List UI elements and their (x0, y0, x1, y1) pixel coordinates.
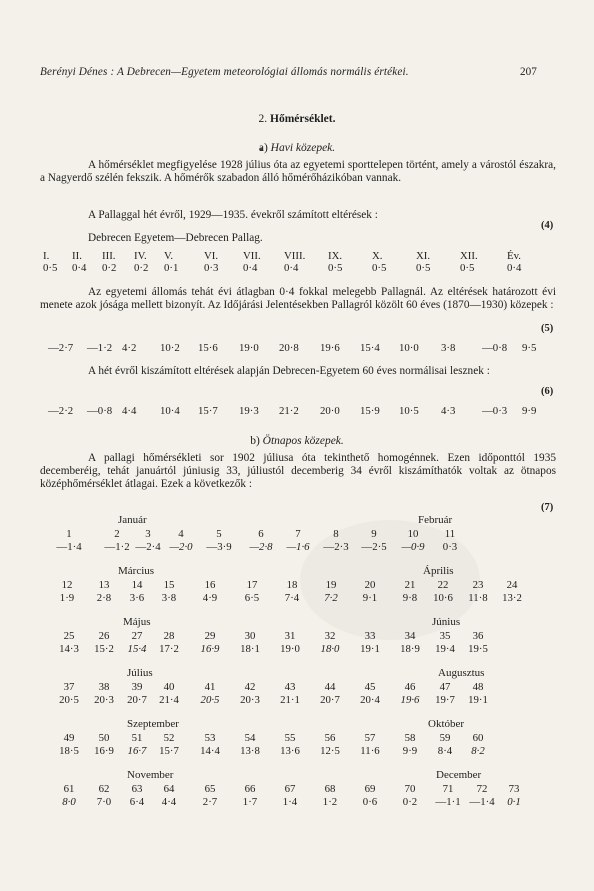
pentad-value: 16·7 (127, 745, 147, 757)
egyetem-normal-cell-7: 21·2 (279, 405, 299, 417)
month-header-cell-12: XII. (460, 250, 478, 262)
difference-cell-7: 0·4 (243, 262, 258, 274)
pentad-number: 43 (284, 681, 296, 693)
pentad-value-row (0, 796, 594, 810)
pentad-number: 12 (61, 579, 73, 591)
difference-cell-4: 0·2 (134, 262, 149, 274)
pentad-value: 1·7 (242, 796, 258, 808)
pentad-number: 67 (284, 783, 296, 795)
pallag-normals-row (0, 342, 594, 356)
pentad-number: 2 (114, 528, 120, 540)
pentad-number: 9 (371, 528, 377, 540)
pentad-number: 62 (98, 783, 110, 795)
pentad-number: 48 (472, 681, 484, 693)
pentad-value: 10·6 (433, 592, 453, 604)
month-header-cell-9: IX. (328, 250, 343, 262)
subsection-a-label: a) (258, 142, 271, 154)
pentad-value-row (0, 592, 594, 606)
difference-cell-10: 0·5 (372, 262, 387, 274)
pentad-value: 8·4 (437, 745, 453, 757)
pentad-number: 64 (163, 783, 175, 795)
pentad-number: 13 (98, 579, 110, 591)
month-name: Augusztus (438, 667, 485, 679)
pentad-value: 9·9 (402, 745, 418, 757)
differences-row (0, 262, 594, 276)
month-name: November (127, 769, 174, 781)
pentad-number: 66 (244, 783, 256, 795)
pentad-value: 19·1 (360, 643, 380, 655)
pallag-normal-cell-13: 9·5 (522, 342, 537, 354)
month-header-cell-6: VI. (204, 250, 219, 262)
pentad-value: 19·6 (400, 694, 420, 706)
egyetem-normal-cell-12: —0·3 (482, 405, 508, 417)
pentad-value: 20·7 (320, 694, 340, 706)
pentad-value: —1·4 (56, 541, 82, 553)
egyetem-normal-cell-6: 19·3 (239, 405, 259, 417)
section-title-text: Hőmérséklet. (270, 113, 336, 125)
pentad-value: —2·3 (323, 541, 349, 553)
pentad-number: 21 (404, 579, 416, 591)
subsection-a-title: Havi közepek. (270, 142, 336, 154)
pentad-number: 8 (333, 528, 339, 540)
pentad-value: 20·4 (360, 694, 380, 706)
pentad-number: 1 (66, 528, 72, 540)
pentad-number: 14 (131, 579, 143, 591)
difference-cell-1: 0·5 (43, 262, 58, 274)
pentad-number: 57 (364, 732, 376, 744)
pentad-value: 20·5 (59, 694, 79, 706)
pentad-number: 19 (325, 579, 337, 591)
pallag-normal-cell-3: 4·2 (122, 342, 137, 354)
egyetem-normal-cell-3: 4·4 (122, 405, 137, 417)
month-name: Január (118, 514, 147, 526)
pentad-value: 0·1 (507, 796, 521, 808)
month-header-cell-11: XI. (416, 250, 431, 262)
pentad-value: —1·2 (104, 541, 130, 553)
month-name: Május (123, 616, 151, 628)
month-name: Október (428, 718, 465, 730)
pentad-value: 20·7 (127, 694, 147, 706)
pentad-value: —2·0 (169, 541, 193, 553)
egyetem-normal-cell-1: —2·2 (48, 405, 74, 417)
pentad-value: 14·3 (59, 643, 79, 655)
pentad-number-row (0, 783, 594, 797)
pentad-number: 3 (145, 528, 151, 540)
pentad-value: 9·8 (402, 592, 418, 604)
pentad-value: 13·8 (240, 745, 260, 757)
equation-number-7: (7) (541, 502, 554, 513)
pentad-value: 19·7 (435, 694, 455, 706)
pentad-value: 17·2 (159, 643, 179, 655)
month-name: Július (127, 667, 153, 679)
pallag-normal-cell-7: 20·8 (279, 342, 299, 354)
pentad-value: 11·8 (468, 592, 488, 604)
pentad-value: 2·8 (96, 592, 112, 604)
month-header-cell-13: Év. (507, 250, 521, 262)
pentad-value: 2·7 (202, 796, 218, 808)
pentad-number-row (0, 732, 594, 746)
pentad-number: 61 (63, 783, 75, 795)
pentad-number: 41 (204, 681, 216, 693)
pentad-value: 4·9 (202, 592, 218, 604)
section-title (0, 113, 594, 125)
difference-cell-5: 0·1 (164, 262, 179, 274)
pentad-number: 25 (63, 630, 75, 642)
pentad-number: 24 (506, 579, 518, 591)
pallag-normal-cell-2: —1·2 (87, 342, 113, 354)
pentad-value: 1·2 (322, 796, 338, 808)
paragraph-3: A hét évről kiszámított eltérések alapján Debrecen-Egyetem 60 éves normálisai lesznek : (88, 365, 490, 377)
pentad-number: 42 (244, 681, 256, 693)
pentad-number: 31 (284, 630, 296, 642)
pallag-normal-cell-1: —2·7 (48, 342, 74, 354)
pentad-number: 50 (98, 732, 110, 744)
pentad-value: —2·4 (135, 541, 161, 553)
subsection-a (0, 142, 594, 154)
pallag-normal-cell-12: —0·8 (482, 342, 508, 354)
pentad-value: —1·6 (286, 541, 310, 553)
pentad-number: 39 (131, 681, 143, 693)
pentad-number: 38 (98, 681, 110, 693)
month-header-cell-3: III. (102, 250, 116, 262)
subsection-b-label: b) (250, 435, 263, 447)
pentad-number: 65 (204, 783, 216, 795)
pentad-value: 8·2 (471, 745, 485, 757)
pentad-number: 60 (472, 732, 484, 744)
month-name: Június (432, 616, 461, 628)
pentad-value: 20·3 (94, 694, 114, 706)
pentad-value: 0·3 (442, 541, 458, 553)
pentad-value: 19·5 (468, 643, 488, 655)
pentad-value: 18·0 (320, 643, 340, 655)
pallag-normal-cell-8: 19·6 (320, 342, 340, 354)
pentad-number: 30 (244, 630, 256, 642)
pallag-normal-cell-11: 3·8 (441, 342, 456, 354)
pentad-number: 22 (437, 579, 449, 591)
pentad-value: 21·1 (280, 694, 300, 706)
pentad-value: 19·0 (280, 643, 300, 655)
pallag-normal-cell-10: 10·0 (399, 342, 419, 354)
pentad-number: 55 (284, 732, 296, 744)
egyetem-normal-cell-9: 15·9 (360, 405, 380, 417)
pentad-number: 7 (295, 528, 301, 540)
pentad-value: 12·5 (320, 745, 340, 757)
pentad-value: 19·1 (468, 694, 488, 706)
pentad-number: 16 (204, 579, 216, 591)
pentad-number: 40 (163, 681, 175, 693)
pentad-number: 69 (364, 783, 376, 795)
pentad-number: 68 (324, 783, 336, 795)
pentad-value: 7·4 (284, 592, 300, 604)
difference-cell-13: 0·4 (507, 262, 522, 274)
pentad-value-row (0, 745, 594, 759)
pentad-value: 7·2 (324, 592, 338, 604)
subsection-b-title: Ötnapos közepek. (262, 435, 344, 447)
paragraph-4: A pallagi hőmérsékleti sor 1902 júliusa óta tekinthető homogénnek. Ezen időponttól 1935 decemberéig, tehát januártól júniusig 33, júliustól decemberig 34 évről kiszámíthatók voltak az ötnapos középhőmérséklet átlagai. Ezek a következők : (40, 452, 556, 490)
pentad-value: —1·4 (469, 796, 495, 808)
month-header-cell-1: I. (43, 250, 50, 262)
pentad-number: 44 (324, 681, 336, 693)
egyetem-normal-cell-13: 9·9 (522, 405, 537, 417)
difference-cell-8: 0·4 (284, 262, 299, 274)
pentad-number: 63 (131, 783, 143, 795)
pentad-value: 13·2 (502, 592, 522, 604)
pentad-number: 27 (131, 630, 143, 642)
pentad-value: 18·9 (400, 643, 420, 655)
pentad-value: —2·5 (361, 541, 387, 553)
month-header-cell-2: II. (72, 250, 82, 262)
pentad-value: 0·6 (362, 796, 378, 808)
pallag-normal-cell-6: 19·0 (239, 342, 259, 354)
pallag-normal-cell-9: 15·4 (360, 342, 380, 354)
equation-number-5: (5) (541, 323, 554, 334)
egyetem-normal-cell-10: 10·5 (399, 405, 419, 417)
pentad-value: 14·4 (200, 745, 220, 757)
difference-cell-2: 0·4 (72, 262, 87, 274)
difference-cell-9: 0·5 (328, 262, 343, 274)
pentad-value: 18·5 (59, 745, 79, 757)
pentad-number: 35 (439, 630, 451, 642)
egyetem-normal-cell-5: 15·7 (198, 405, 218, 417)
pentad-number: 54 (244, 732, 256, 744)
difference-cell-6: 0·3 (204, 262, 219, 274)
pentad-number-row (0, 630, 594, 644)
pentad-value: 9·1 (362, 592, 378, 604)
month-header-cell-8: VIII. (284, 250, 306, 262)
pentad-number: 59 (439, 732, 451, 744)
pentad-number: 29 (204, 630, 216, 642)
pentad-number: 46 (404, 681, 416, 693)
pentad-number-row (0, 528, 594, 542)
pentad-value: 19·4 (435, 643, 455, 655)
pentad-number: 18 (286, 579, 298, 591)
pentad-number: 71 (442, 783, 454, 795)
egyetem-normal-cell-2: —0·8 (87, 405, 113, 417)
pentad-value: 1·4 (282, 796, 298, 808)
pentad-number: 4 (178, 528, 184, 540)
pentad-number: 32 (324, 630, 336, 642)
pallag-normal-cell-4: 10·2 (160, 342, 180, 354)
difference-label: Debrecen Egyetem—Debrecen Pallag. (88, 232, 263, 244)
egyetem-normal-cell-11: 4·3 (441, 405, 456, 417)
page-number: 207 (520, 66, 537, 78)
pentad-number: 52 (163, 732, 175, 744)
pentad-number: 56 (324, 732, 336, 744)
pentad-value: 8·0 (62, 796, 76, 808)
pentad-number: 15 (163, 579, 175, 591)
pentad-number: 73 (508, 783, 520, 795)
difference-cell-11: 0·5 (416, 262, 431, 274)
pentad-value: 0·2 (402, 796, 418, 808)
pentad-value-row (0, 694, 594, 708)
pentad-value: 16·9 (200, 643, 220, 655)
month-name: Szeptember (127, 718, 179, 730)
pentad-number: 23 (472, 579, 484, 591)
pentad-value: 11·6 (360, 745, 380, 757)
pentad-value: —3·9 (206, 541, 232, 553)
equation-number-4: (4) (541, 220, 554, 231)
pentad-number: 20 (364, 579, 376, 591)
pentad-value: —1·1 (435, 796, 461, 808)
pentad-number: 36 (472, 630, 484, 642)
pentad-value: 20·5 (200, 694, 220, 706)
pentad-value: 18·1 (240, 643, 260, 655)
pentad-value: 3·6 (129, 592, 145, 604)
pentad-number: 47 (439, 681, 451, 693)
month-name: Február (418, 514, 453, 526)
month-header-cell-5: V. (164, 250, 174, 262)
pentad-value: 1·9 (59, 592, 75, 604)
pentad-value: 15·4 (127, 643, 147, 655)
difference-cell-12: 0·5 (460, 262, 475, 274)
pallag-line: A Pallaggal hét évről, 1929—1935. évekről számított eltérések : (88, 209, 378, 221)
difference-cell-3: 0·2 (102, 262, 117, 274)
running-title: Berényi Dénes : A Debrecen—Egyetem meteorológiai állomás normális értékei. (40, 66, 409, 78)
pentad-number: 5 (216, 528, 222, 540)
pentad-value-row (0, 643, 594, 657)
pentad-value: 16·9 (94, 745, 114, 757)
pentad-number: 70 (404, 783, 416, 795)
equation-number-6: (6) (541, 386, 554, 397)
pentad-value: 4·4 (161, 796, 177, 808)
pentad-number: 17 (246, 579, 258, 591)
pentad-number: 51 (131, 732, 143, 744)
pentad-value: —2·8 (249, 541, 273, 553)
month-header-cell-4: IV. (134, 250, 147, 262)
pentad-number: 72 (476, 783, 488, 795)
month-name: Március (118, 565, 155, 577)
month-name: December (436, 769, 482, 781)
pentad-value-row (0, 541, 594, 555)
month-name: Április (423, 565, 454, 577)
pentad-number: 11 (444, 528, 456, 540)
egyetem-normal-cell-4: 10·4 (160, 405, 180, 417)
month-header-cell-10: X. (372, 250, 383, 262)
pentad-number: 45 (364, 681, 376, 693)
pentad-value: 15·2 (94, 643, 114, 655)
pentad-value: 20·3 (240, 694, 260, 706)
pentad-number: 26 (98, 630, 110, 642)
paragraph-1: A hőmérséklet megfigyelése 1928 július óta az egyetemi sporttelepen történt, amely a várostól északra, a Nagyerdő szélén fekszik. A hőmérők szabadon álló hőmérőházikóban vannak. (40, 159, 556, 184)
pentad-value: —0·9 (401, 541, 425, 553)
pentad-value: 6·5 (244, 592, 260, 604)
pentad-number: 10 (407, 528, 419, 540)
pentad-number: 34 (404, 630, 416, 642)
pentad-value: 21·4 (159, 694, 179, 706)
egyetem-normal-cell-8: 20·0 (320, 405, 340, 417)
egyetem-normals-row (0, 405, 594, 419)
pentad-value: 6·4 (129, 796, 145, 808)
pentad-number: 28 (163, 630, 175, 642)
pentad-number: 53 (204, 732, 216, 744)
paragraph-2: Az egyetemi állomás tehát évi átlagban 0·4 fokkal melegebb Pallagnál. Az eltérések határozott évi menete azok jósága mellett bizonyít. Az Időjárási Jelentésekben Pallagról közölt 60 éves (1870—1930) közepek : (40, 286, 556, 311)
pentad-number-row (0, 579, 594, 593)
pentad-value: 3·8 (161, 592, 177, 604)
subsection-b (0, 435, 594, 447)
pentad-value: 13·6 (280, 745, 300, 757)
month-header-cell-7: VII. (243, 250, 261, 262)
pentad-number: 49 (63, 732, 75, 744)
pentad-number: 58 (404, 732, 416, 744)
pallag-normal-cell-5: 15·6 (198, 342, 218, 354)
pentad-number-row (0, 681, 594, 695)
pentad-value: 7·0 (96, 796, 112, 808)
pentad-number: 33 (364, 630, 376, 642)
pentad-value: 15·7 (159, 745, 179, 757)
pentad-number: 37 (63, 681, 75, 693)
pentad-number: 6 (258, 528, 264, 540)
section-number: 2. (258, 113, 268, 125)
